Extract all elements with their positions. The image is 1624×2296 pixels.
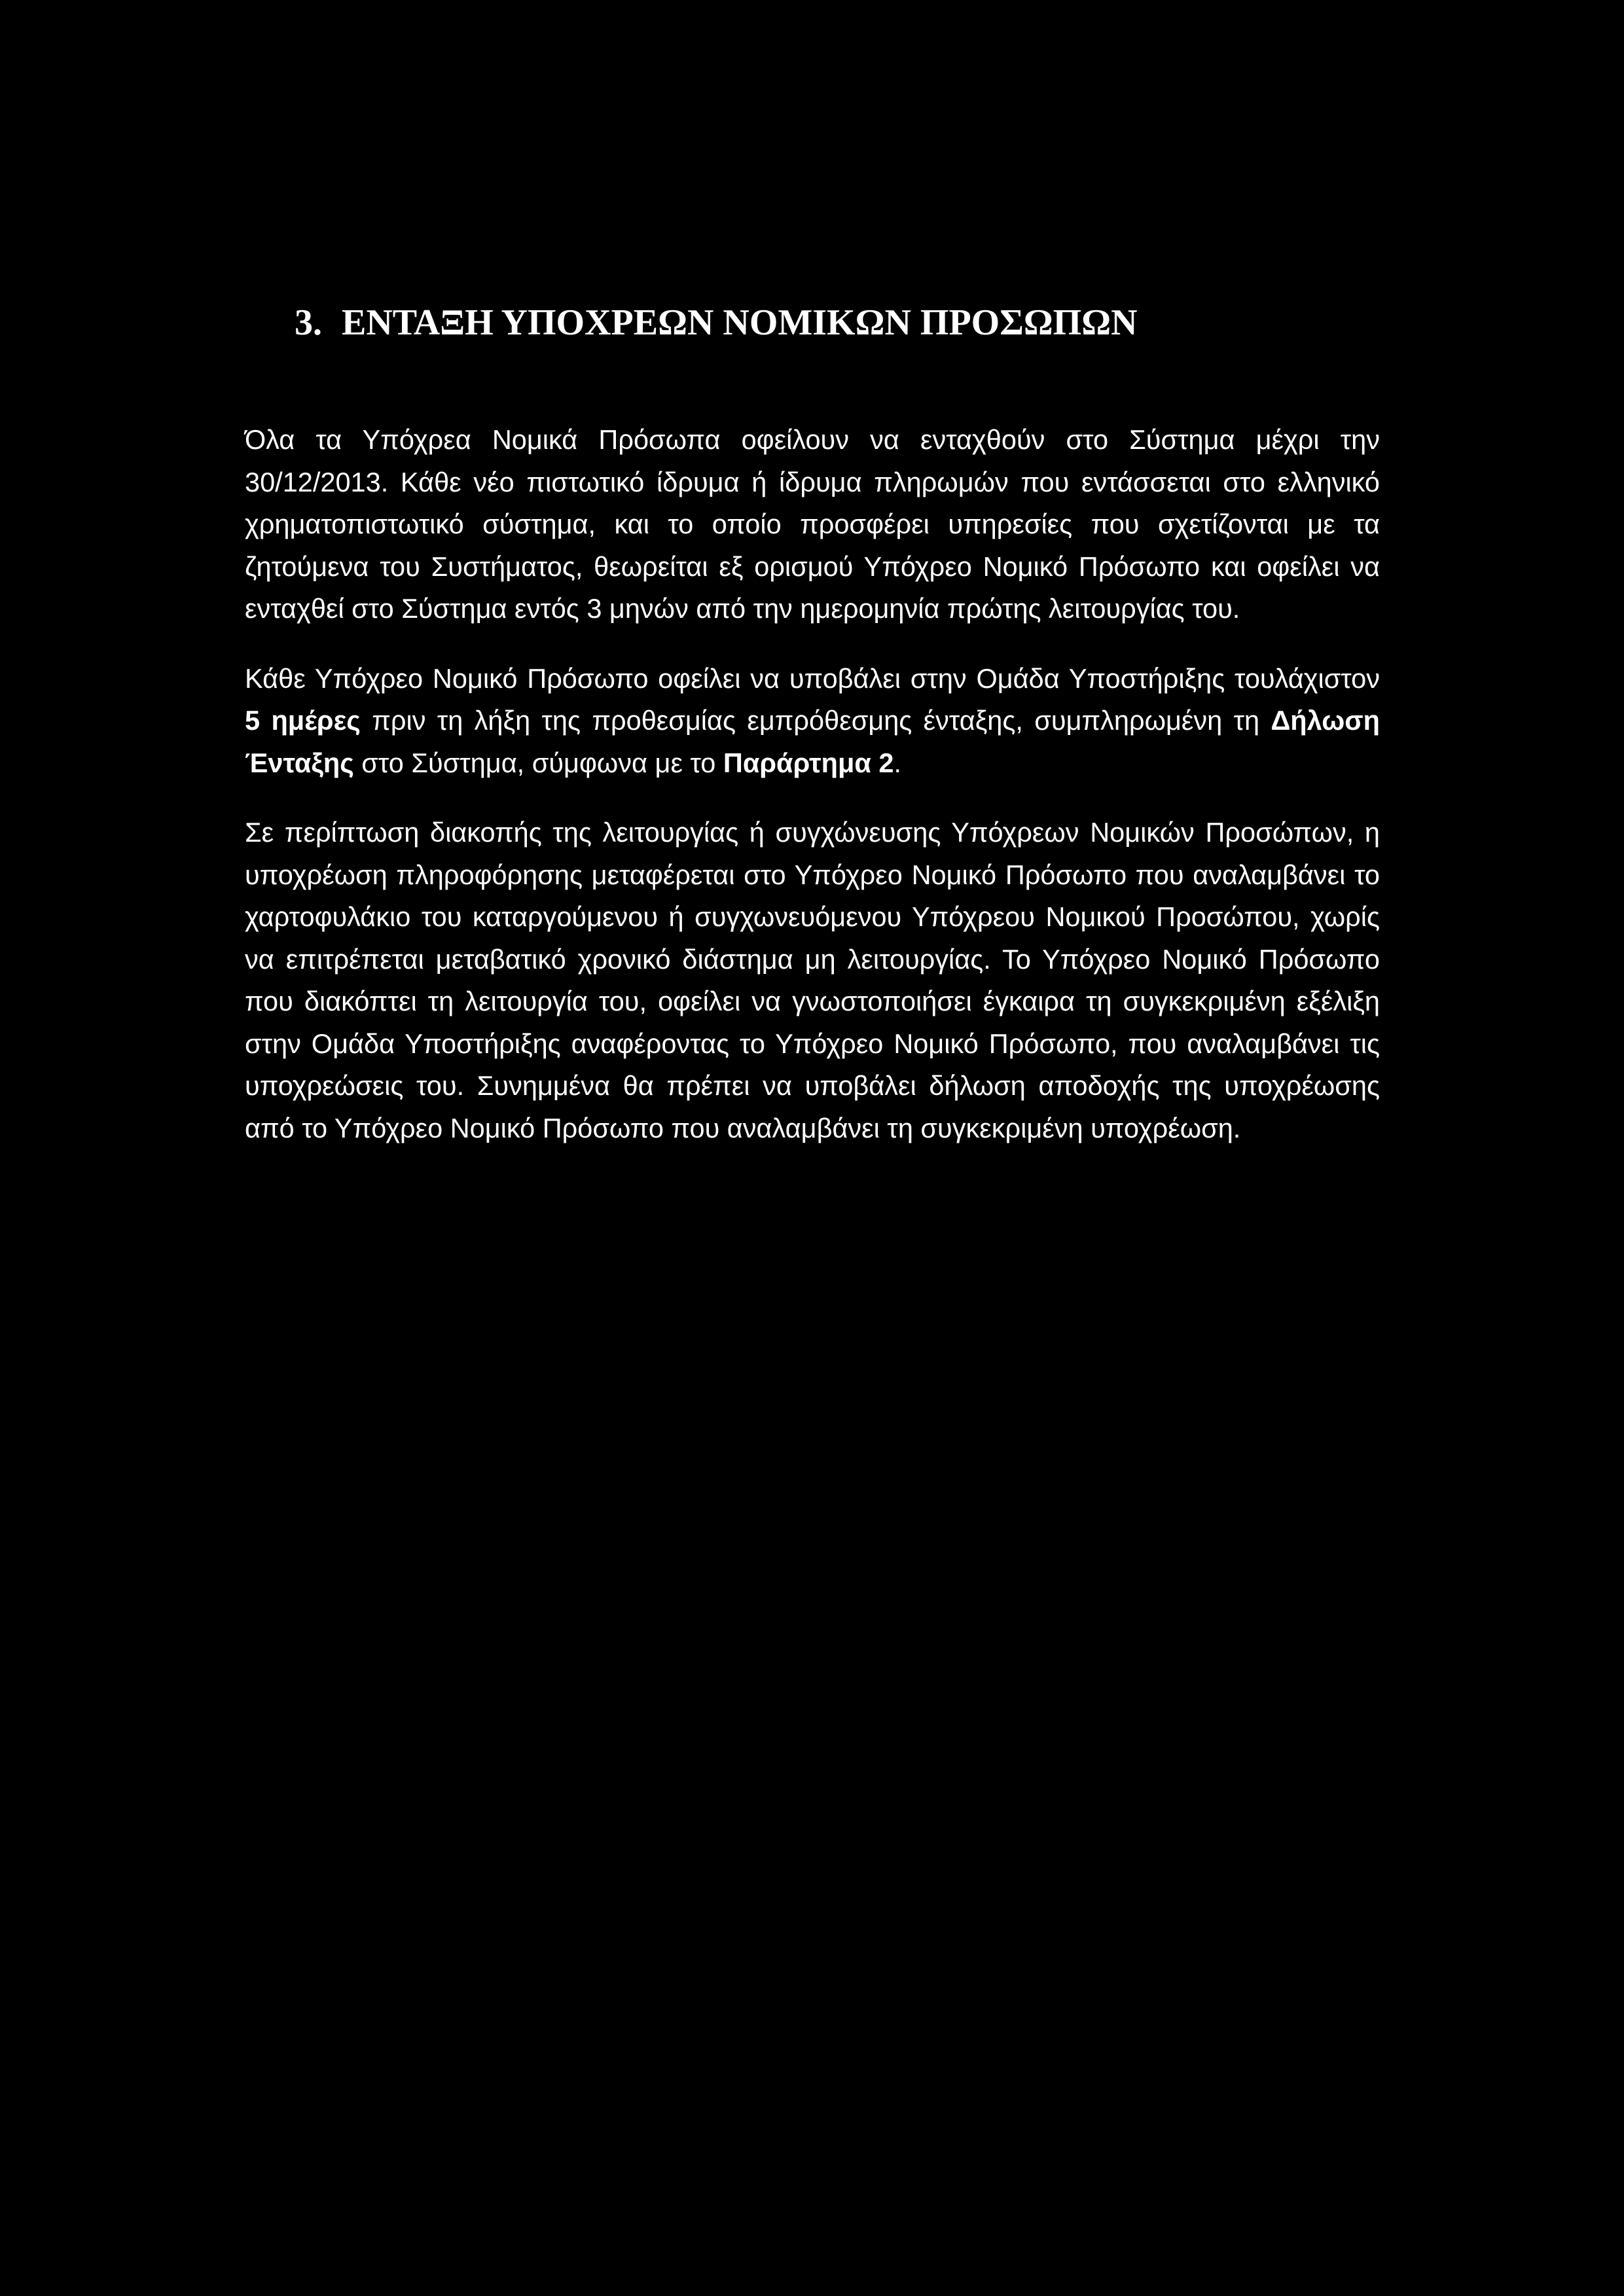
paragraph-integration-declaration bbox=[245, 658, 1380, 785]
paragraph-text: . bbox=[893, 747, 902, 778]
section-number: 3. bbox=[295, 302, 322, 343]
emphasis-declaration: Δήλωση Ένταξης bbox=[245, 705, 1380, 778]
paragraph-merger-cessation: Σε περίπτωση διακοπής της λειτουργίας ή συγχώνευσης Υπόχρεων Νομικών Προσώπων, η υποχρέωση πληροφόρησης μεταφέρεται στο Υπόχρεο Νομικό Πρόσωπο που αναλαμβάνει το χαρτοφυλάκιο του καταργούμενου ή συγχωνευόμενου Υπόχρεου Νομικού Προσώπου, χωρίς να επιτρέπεται μεταβατικό χρονικό διάστημα μη λειτουργίας. Το Υπόχρεο Νομικό Πρόσωπο που διακόπτει τη λειτουργία του, οφείλει να γνωστοποιήσει έγκαιρα τη συγκεκριμένη εξέλιξη στην Ομάδα Υποστήριξης αναφέροντας το Υπόχρεο Νομικό Πρόσωπο, που αναλαμβάνει τις υποχρεώσεις του. Συνημμένα θα πρέπει να υποβάλει δήλωση αποδοχής της υποχρέωσης από το Υπόχρεο Νομικό Πρόσωπο που αναλαμβάνει τη συγκεκριμένη υποχρέωση. bbox=[245, 817, 1380, 1143]
section-heading bbox=[295, 300, 1138, 346]
emphasis-days: 5 ημέρες bbox=[245, 705, 361, 736]
paragraph-text: στο Σύστημα, σύμφωνα με το bbox=[353, 747, 723, 778]
paragraph-text: Κάθε Υπόχρεο Νομικό Πρόσωπο οφείλει να υποβάλει στην Ομάδα Υποστήριξης τουλάχιστον bbox=[245, 662, 1380, 694]
emphasis-annex: Παράρτημα 2 bbox=[723, 747, 894, 778]
body-text bbox=[245, 419, 1380, 1149]
section-title: ΕΝΤΑΞΗ ΥΠΟΧΡΕΩΝ ΝΟΜΙΚΩΝ ΠΡΟΣΩΠΩΝ bbox=[342, 302, 1138, 343]
paragraph-integration-deadline: Όλα τα Υπόχρεα Νομικά Πρόσωπα οφείλουν να ενταχθούν στο Σύστημα μέχρι την 30/12/2013. Κάθε νέο πιστωτικό ίδρυμα ή ίδρυμα πληρωμών που εντάσσεται στο ελληνικό χρηματοπιστωτικό σύστημα, και το οποίο προσφέρει υπηρεσίες που σχετίζονται με τα ζητούμενα του Συστήματος, θεωρείται εξ ορισμού Υπόχρεο Νομικό Πρόσωπο και οφείλει να ενταχθεί στο Σύστημα εντός 3 μηνών από την ημερομηνία πρώτης λειτουργίας του. bbox=[245, 424, 1380, 624]
paragraph-text: πριν τη λήξη της προθεσμίας εμπρόθεσμης ένταξης, συμπληρωμένη τη bbox=[360, 705, 1271, 736]
